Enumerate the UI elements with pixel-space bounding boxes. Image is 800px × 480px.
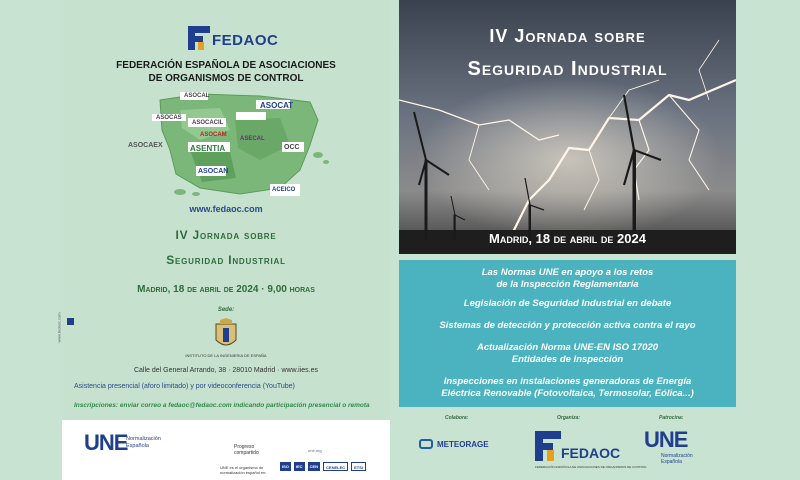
hero-title-line2: Seguridad Industrial [467,58,668,80]
hero-date: Madrid, 18 de abril de 2024 [489,231,646,246]
venue-address: Calle del General Arrando, 38 · 28010 Madrid · www.iies.es [133,367,319,374]
cen-logo: CEN [309,464,319,469]
map-label: ASOCACIL [192,120,224,126]
une-sponsor-subtitle [661,453,693,465]
topic-item [399,342,736,366]
topic-line: Eléctrica Renovable (Fotovoltaica, Termosolar, Eólica...) [441,388,694,399]
fedaoc-organizer-text: FEDAOC [561,445,621,461]
fedaoc-logo [188,24,279,54]
topic-line: Inspecciones en instalaciones generadoras de Energía [443,376,692,387]
side-strip [56,300,78,360]
topic-line: Legislación de Seguridad Industrial en debate [463,298,672,309]
left-panel [62,0,390,420]
sponsor-label: Patrocina: [659,415,684,421]
registration-info: Inscripciones: enviar correo a fedaoc@fedaoc.com indicando participación presencial o remota [74,402,370,409]
event-heading-line2: Seguridad Industrial [166,253,286,267]
org-name-line1: FEDERACIÓN ESPAÑOLA DE ASOCIACIONES [116,60,336,71]
une-logo: UNE [84,430,128,455]
organizer-label: Organiza: [557,415,581,421]
event-heading-line1: IV Jornada sobre [175,228,277,242]
spain-map [128,90,330,200]
une-sub-line1: Normalización [126,436,161,442]
une-sponsor-logo: UNE [644,427,688,452]
une-sub-line2: Española [126,443,149,449]
meteorage-text: METEORAGE [437,440,489,449]
topics-panel [399,260,736,407]
progreso-compartido [234,444,259,456]
iso-logo: ISO [282,464,289,469]
cenelec-logo: CENELEC [323,462,348,471]
une-subtitle [126,436,161,450]
map-label: ASENTIA [190,144,226,153]
une-note: UNE es el organismo de normalización español en: [220,465,267,475]
map-label: ASOCAL [184,93,210,99]
topic-line: Las Normas UNE en apoyo a los retos [481,267,654,278]
fedaoc-logo-text: FEDAOC [212,32,279,49]
hero-image [399,0,736,254]
map-label: ASOCAM [200,132,227,138]
une-sponsor-sub-line1: Normalización [661,453,693,459]
map-label: ASOCAEX [128,142,163,149]
side-text: www.fedaoc.com [56,312,62,343]
topic-item [399,267,736,291]
fedaoc-mark-icon [188,26,210,50]
progreso-line2: compartido [234,450,259,456]
standards-logos [280,462,366,471]
map-label: ASECAL [240,136,265,142]
meteorage-logo [419,439,491,451]
meteorage-icon [419,439,433,449]
iec-logo: IEC [295,464,303,469]
venue-label: Sede: [217,307,235,313]
spain-map-shape [140,90,330,200]
fedaoc-organizer-sub: FEDERACIÓN ESPAÑOLA DE ASOCIACIONES DE ORGANISMOS DE CONTROL [535,465,647,469]
side-square-icon [67,318,74,325]
topic-item [399,376,736,400]
map-label: ASOCAS [156,115,182,121]
progreso-line1: Progreso [234,444,255,450]
map-label: ASOCAT [260,101,294,110]
map-label: OCC [284,144,300,151]
sponsors-strip [399,407,736,480]
map-label: ACEICO [272,187,296,193]
hero-title-line1: IV Jornada sobre [489,26,646,46]
topic-item [399,320,736,332]
une-strip [62,420,390,480]
topic-item [399,298,736,310]
collaborator-label: Colabora: [445,415,469,421]
fedaoc-organizer-logo [535,429,647,469]
topic-line: de la Inspección Reglamentaria [496,279,639,290]
website-link[interactable]: www.fedaoc.com [189,204,263,214]
org-name-line2: DE ORGANISMOS DE CONTROL [148,73,304,84]
topic-line: Actualización Norma UNE-EN ISO 17020 [476,342,659,353]
topic-line: Entidades de Inspección [511,354,624,365]
topic-line: Sistemas de detección y protección activa contra el rayo [439,320,696,331]
une-sponsor-sub-line2: Española [661,459,682,465]
institute-name: INSTITUTO DE LA INGENIERIA DE ESPAÑA [185,353,267,358]
institute-crest-icon [212,318,240,352]
event-date-time: Madrid, 18 de abril de 2024 · 9,00 horas [137,284,315,295]
fedaoc-mark-icon [535,431,561,461]
une-org-link[interactable]: une.org [308,448,322,453]
etsi-logo: ETSI [351,462,366,471]
map-label: ASOCAN [198,168,229,175]
attendance-info: Asistencia presencial (aforo limitado) y por videoconferencia (YouTube) [74,383,295,390]
